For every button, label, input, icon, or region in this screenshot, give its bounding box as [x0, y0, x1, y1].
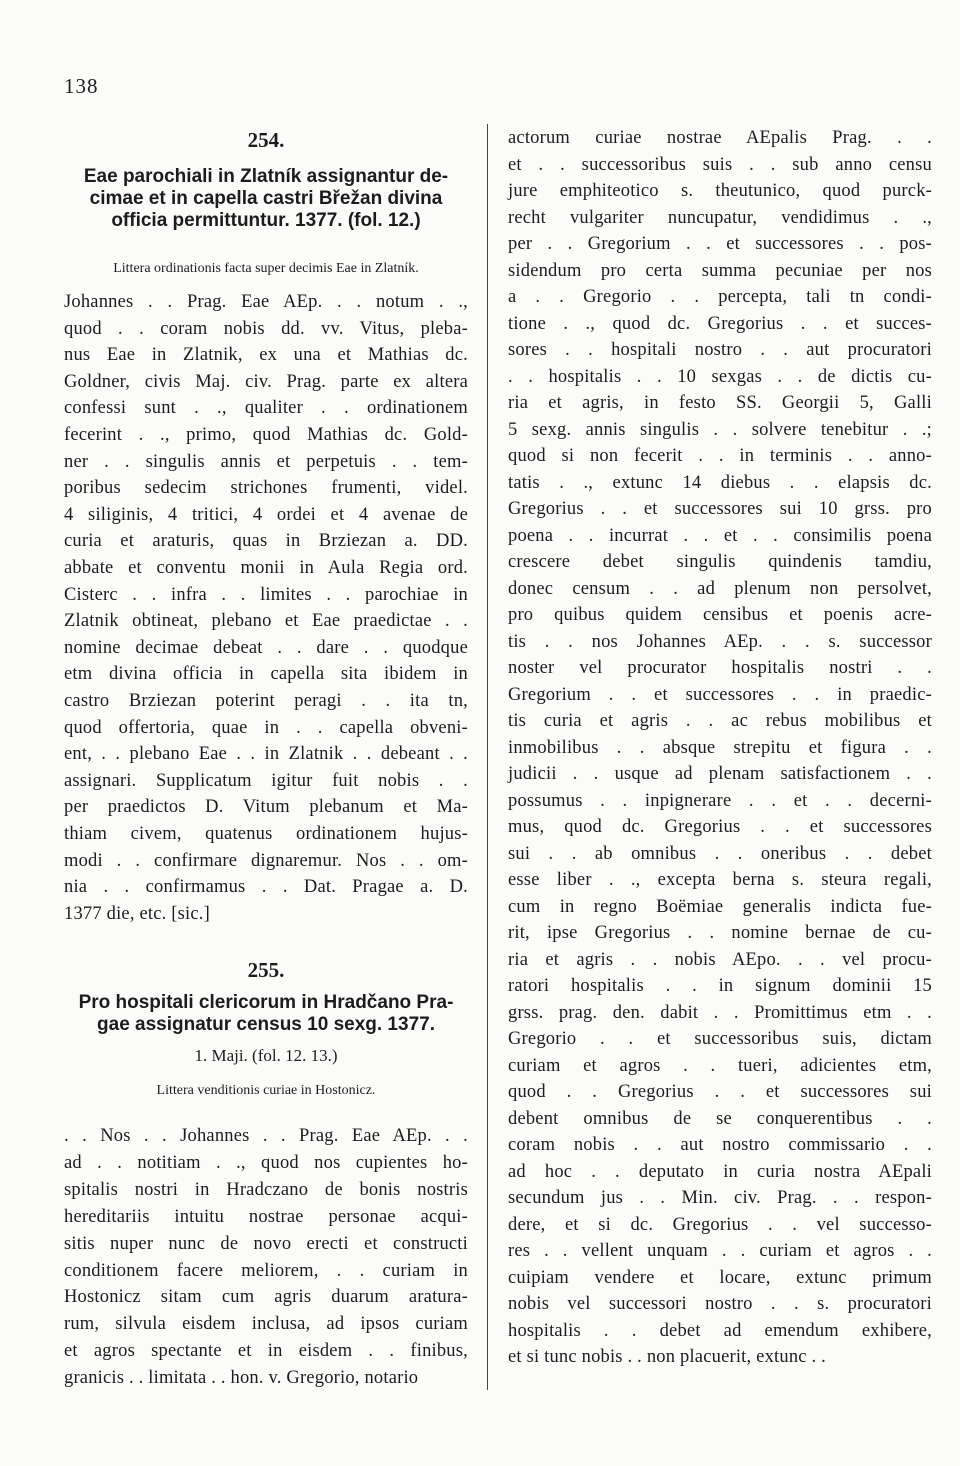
text-line: nus Eae in Zlatnik, ex una et Mathias dc.: [64, 345, 468, 366]
heading-line: cimae et in capella castri Břežan divina: [89, 188, 443, 209]
document-number-254: 254.: [247, 128, 285, 152]
text-line: ria et agris, in festo SS. Georgii 5, Galli: [508, 393, 932, 413]
text-line: Goldner, civis Maj. civ. Prag. parte ex altera: [64, 371, 468, 392]
text-line: inmobilibus . . absque strepitu et figura . .: [508, 737, 932, 758]
text-line: ratori hospitalis . . in signum dominii 15: [508, 976, 932, 996]
document-heading-255: [56, 992, 476, 1036]
column-divider: [487, 124, 488, 1390]
heading-line: officia permittuntur. 1377. (fol. 12.): [111, 210, 421, 231]
text-line: abbate et conventu monii in Aula Regia ord.: [64, 558, 468, 578]
text-line: ent, . . plebano Eae . . in Zlatnik . . debeant . .: [64, 744, 468, 765]
text-line: actorum curiae nostrae AEpalis Prag. . .: [508, 128, 932, 148]
text-line: pro quibus quidem censibus et poenis acre-: [508, 605, 932, 625]
text-line: sores . . hospitali nostro . . aut procuratori: [508, 340, 932, 360]
text-line: secundum jus . . Min. civ. Prag. . . respon-: [508, 1188, 932, 1208]
text-line: tatis . ., extunc 14 diebus . . elapsis dc.: [508, 472, 932, 493]
text-line: quod . . Gregorius . . et successores sui: [508, 1082, 932, 1102]
text-line: . . hospitalis . . 10 sexgas . . de dictis cu-: [508, 366, 932, 387]
text-line: Gregorium . . et successores . . in praedic-: [508, 684, 932, 705]
text-line: 4 siliginis, 4 tritici, 4 ordei et 4 avenae de: [64, 504, 468, 525]
text-line: Zlatnik obtineat, plebano et Eae praedictae . .: [64, 611, 468, 632]
heading-line: gae assignatur census 10 sexg. 1377.: [97, 1014, 435, 1035]
text-line: assignari. Supplicatum igitur fuit nobis . .: [64, 770, 468, 791]
text-line: dere, et si dc. Gregorius . . vel successo-: [508, 1214, 932, 1235]
text-line: hospitalis . . debet ad emendum exhibere,: [508, 1320, 932, 1341]
text-line: a . . Gregorio . . percepta, tali tn condi-: [508, 287, 932, 307]
text-line: spitalis nostri in Hradczano de bonis nostris: [64, 1179, 468, 1200]
text-line: sui . . ab omnibus . . oneribus . . debet: [508, 843, 932, 864]
text-line: per . . Gregorium . . et successores . . pos-: [508, 234, 932, 254]
text-line: possumus . . inpignerare . . et . . decerni-: [508, 790, 932, 811]
text-line: sitis nuper nunc de novo erecti et constructi: [64, 1233, 468, 1254]
text-line: crescere debet singulis quindenis tamdiu,: [508, 552, 932, 572]
text-line: Hostonicz sitam cum agris duarum aratura-: [64, 1287, 468, 1308]
heading-line: Pro hospitali clericorum in Hradčano Pra-: [78, 992, 454, 1013]
text-line: confessi sunt . ., qualiter . . ordinationem: [64, 398, 468, 419]
document-heading-254: [56, 166, 476, 232]
text-line: modi . . confirmare dignaremur. Nos . . om-: [64, 850, 468, 871]
text-line: sidendum pro certa summa pecuniae per nos: [508, 260, 932, 281]
text-line: nomine decimae debeat . . dare . . quodque: [64, 637, 468, 658]
text-line: . . Nos . . Johannes . . Prag. Eae AEp. . .: [64, 1126, 468, 1146]
text-line: per praedictos D. Vitum plebanum et Ma-: [64, 797, 468, 818]
text-line: debent omnibus de se conquerentibus . .: [508, 1108, 932, 1129]
text-line: Cisterc . . infra . . limites . . parochiae in: [64, 584, 468, 605]
text-line: rum, silvula eisdem inclusa, ad ipsos curiam: [64, 1314, 468, 1335]
document-number-255: 255.: [247, 958, 285, 982]
text-line: nia . . confirmamus . . Dat. Pragae a. D.: [64, 877, 468, 898]
text-line: 5 sexg. annis singulis . . solvere tenebitur . .;: [508, 419, 932, 440]
text-line: castro Brziezan poterint peragi . . ita tn,: [64, 691, 468, 711]
text-line: conditionem facere meliorem, . . curiam in: [64, 1260, 468, 1281]
text-line: coram nobis . . aut nostro commissario . .: [508, 1135, 932, 1155]
text-line: Johannes . . Prag. Eae AEp. . . notum . .,: [64, 292, 468, 312]
text-line: judicii . . usque ad plenam satisfactionem . .: [508, 764, 932, 784]
text-line: et agros spectante et in eisdem . . finibus,: [64, 1341, 468, 1362]
document-date-255: 1. Maji. (fol. 12. 13.): [194, 1046, 338, 1065]
text-line: jure emphiteotico s. theutunico, quod purck-: [508, 181, 932, 201]
document-subline-254: Littera ordinationis facta super decimis Eae in Zlatník.: [113, 261, 419, 276]
text-line: granicis . . limitata . . hon. v. Gregorio, notario: [64, 1368, 419, 1389]
text-line: quod si non fecerit . . in terminis . . anno-: [508, 446, 932, 466]
text-line: noster vel procurator hospitalis nostri . .: [508, 658, 932, 678]
text-line: quod . . coram nobis dd. vv. Vitus, pleba-: [64, 318, 468, 339]
text-line: ad hoc . . deputato in curia nostra AEpali: [508, 1161, 932, 1182]
document-subline-255: Littera venditionis curiae in Hostonicz.: [156, 1083, 376, 1098]
text-line: tis . . nos Johannes AEp. . . s. successor: [508, 631, 932, 652]
text-line: recht vulgariter nuncupatur, vendidimus . .,: [508, 207, 932, 228]
text-line: poena . . incurrat . . et . . consimilis poena: [508, 525, 932, 546]
page-number: 138: [64, 74, 99, 98]
text-line: tione . ., quod dc. Gregorius . . et succes-: [508, 313, 932, 334]
text-line: donec censum . . ad plenum non persolvet,: [508, 578, 932, 599]
text-line: ner . . singulis annis et perpetuis . . tem-: [64, 451, 468, 472]
text-line: tis curia et agris . . ac rebus mobilibus et: [508, 711, 932, 731]
text-line: 1377 die, etc. [sic.]: [64, 903, 210, 924]
text-line: et . . successoribus suis . . sub anno censu: [508, 154, 932, 175]
text-line: res . . vellent unquam . . curiam et agros . .: [508, 1241, 932, 1261]
text-line: ria et agris . . nobis AEpo. . . vel procu-: [508, 949, 932, 970]
text-line: fecerint . ., primo, quod Mathias dc. Gold-: [64, 425, 468, 445]
heading-line: Eae parochiali in Zlatník assignantur de-: [83, 166, 449, 187]
text-line: etm divina officia in capella sita ibidem in: [64, 664, 468, 685]
text-line: Gregorius . . et successores sui 10 grss. pro: [508, 499, 932, 519]
text-line: cuipiam vendere et locare, extunc primum: [508, 1267, 932, 1288]
text-line: Gregorio . . et successoribus suis, dictam: [508, 1029, 932, 1049]
text-line: curia et araturis, quas in Brziezan a. DD.: [64, 531, 468, 552]
text-line: grss. prag. den. dabit . . Promittimus etm . .: [508, 1002, 932, 1023]
text-line: mus, quod dc. Gregorius . . et successores: [508, 817, 932, 837]
text-line: curiam et agros . . tueri, adicientes etm,: [508, 1055, 932, 1076]
text-line: poribus sedecim strichones frumenti, videl.: [64, 478, 468, 499]
text-line: esse liber . ., excepta berna s. steura regali,: [508, 870, 932, 890]
text-line: hereditariis intuitu nostrae personae acqui-: [64, 1206, 468, 1227]
text-line: rit, ipse Gregorius . . nomine bernae de cu-: [508, 923, 932, 943]
text-line: nobis vel successori nostro . . s. procuratori: [508, 1294, 932, 1314]
text-line: et si tunc nobis . . non placuerit, extunc . .: [508, 1347, 826, 1367]
text-line: thiam civem, quatenus ordinationem hujus-: [64, 824, 468, 844]
text-line: ad . . notitiam . ., quod nos cupientes ho-: [64, 1152, 468, 1173]
text-line: cum in regno Boëmiae generalis indicta fue-: [508, 896, 932, 917]
text-line: quod offertoria, quae in . . capella obveni-: [64, 717, 468, 738]
